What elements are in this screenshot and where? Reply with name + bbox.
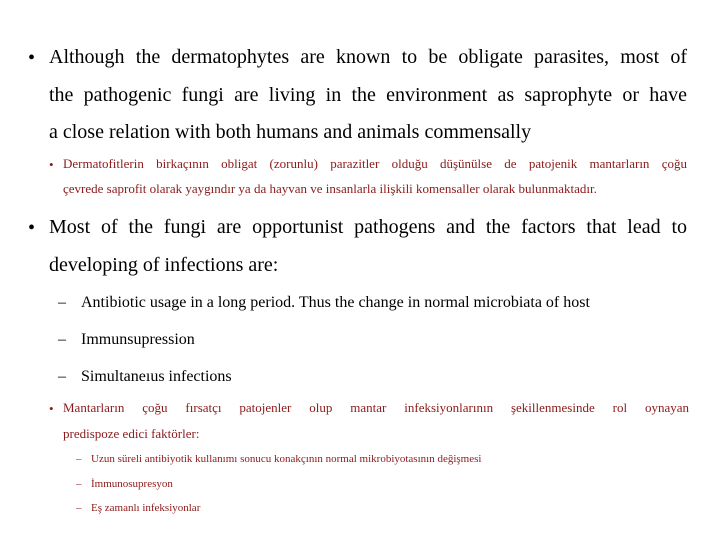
translation-2-line-1: Mantarların çoğu fırsatçı patojenler olup mantar infeksiyonlarının şekillenmesinde rol oynayan [63,400,689,415]
translation-1-line-2: çevrede saprofit olarak yaygındır ya da hayvan ve insanlarla ilişkili komensaller olarak bulunmaktadır. [63,181,597,196]
translation-subitem-3-dash-icon: – [76,502,82,514]
translation-subitem-1-dash-icon: – [76,453,82,465]
block2-line-1: Most of the fungi are opportunist pathogens and the factors that lead to [49,216,687,238]
translation-subitem-3: Eş zamanlı infeksiyonlar [91,502,201,514]
block2-line-2: developing of infections are: [49,254,279,276]
translation-2-bullet-icon: • [49,401,54,416]
translation-subitem-1: Uzun süreli antibiyotik kullanımı sonucu konakçının normal mikrobiyotasının değişmesi [91,453,482,465]
block1-line-3: a close relation with both humans and animals commensally [49,121,532,143]
translation-1-line-1: Dermatofitlerin birkaçının obligat (zorunlu) parazitler olduğu düşünülse de patojenik mantarların çoğu [63,156,687,171]
subitem-1-dash-icon: – [58,294,66,311]
subitem-3-dash-icon: – [58,368,66,385]
bullet-2-icon: • [28,217,36,239]
subitem-3: Simultaneıus infections [81,368,232,385]
block1-line-2: the pathogenic fungi are living in the environment as saprophyte or have [49,84,687,106]
translation-subitem-2-dash-icon: – [76,478,82,490]
block1-line-1: Although the dermatophytes are known to be obligate parasites, most of [49,46,687,68]
subitem-1: Antibiotic usage in a long period. Thus the change in normal microbiata of host [81,294,590,311]
subitem-2: Immunsupression [81,331,195,348]
translation-2-line-2: predispoze edici faktörler: [63,426,200,441]
subitem-2-dash-icon: – [58,331,66,348]
translation-subitem-2: İmmunosupresyon [91,478,173,490]
bullet-1-icon: • [28,47,36,69]
translation-1-bullet-icon: • [49,157,54,172]
